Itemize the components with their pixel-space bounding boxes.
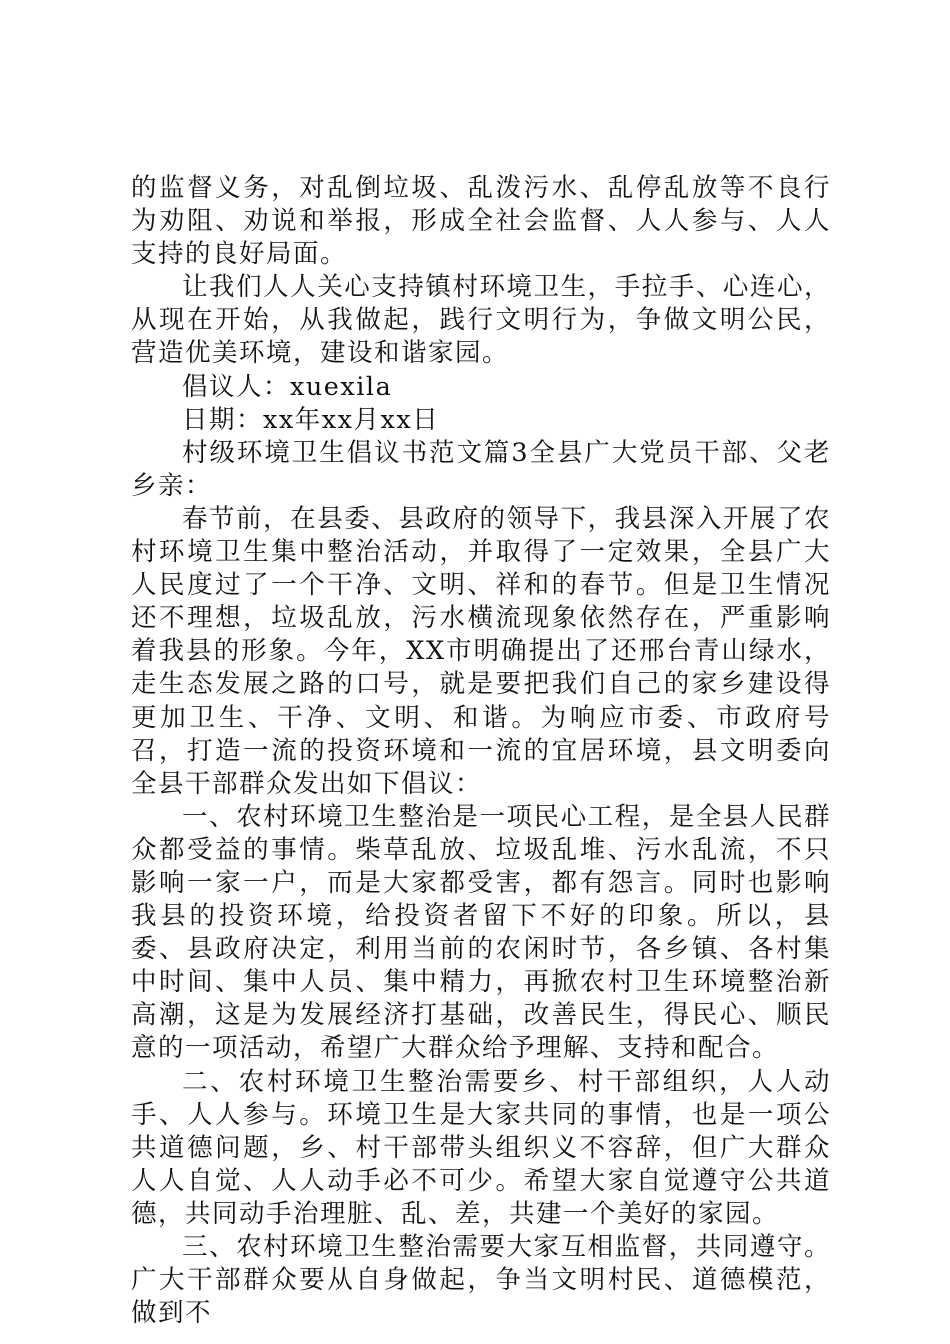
paragraph-point-3: 三、农村环境卫生整治需要大家互相监督，共同遵守。广大干部群众要从自身做起，争当文明村民、道德模范，做到不 (131, 1232, 831, 1329)
paragraph-call-to-action: 让我们人人关心支持镇村环境卫生，手拉手、心连心，从现在开始，从我做起，践行文明行为，争做文明公民，营造优美环境，建设和谐家园。 (131, 272, 831, 369)
section-heading-sample-3: 村级环境卫生倡议书范文篇3全县广大党员干部、父老乡亲： (131, 437, 831, 501)
date-line: 日期：xx年xx月xx日 (182, 404, 440, 435)
paragraph-intro: 春节前，在县委、县政府的领导下，我县深入开展了农村环境卫生集中整治活动，并取得了一定效果，全县广大人民度过了一个干净、文明、祥和的春节。但是卫生情况还不理想，垃圾乱放，污水横流现象依然存在，严重影响着我县的形象。今年，XX市明确提出了还邢台青山绿水，走生态发展之路的口号，就是要把我们自己的家乡建设得更加卫生、干净、文明、和谐。为响应市委、市政府号召，打造一流的投资环境和一流的宜居环境，县文明委向全县干部群众发出如下倡议： (131, 503, 831, 799)
paragraph-point-2: 二、农村环境卫生整治需要乡、村干部组织，人人动手、人人参与。环境卫生是大家共同的事情，也是一项公共道德问题，乡、村干部带头组织义不容辞，但广大群众人人自觉、人人动手必不可少。希望大家自觉遵守公共道德，共同动手治理脏、乱、差，共建一个美好的家园。 (131, 1066, 831, 1229)
proposer-line: 倡议人：xuexila (182, 371, 393, 402)
document-body (131, 172, 831, 1330)
paragraph-continuation: 的监督义务，对乱倒垃圾、乱泼污水、乱停乱放等不良行为劝阻、劝说和举报，形成全社会监督、人人参与、人人支持的良好局面。 (131, 173, 831, 270)
paragraph-point-1: 一、农村环境卫生整治是一项民心工程，是全县人民群众都受益的事情。柴草乱放、垃圾乱堆、污水乱流，不只影响一家一户，而是大家都受害，都有怨言。同时也影响我县的投资环境，给投资者留下不好的印象。所以，县委、县政府决定，利用当前的农闲时节，各乡镇、各村集中时间、集中人员、集中精力，再掀农村卫生环境整治新高潮，这是为发展经济打基础，改善民生，得民心、顺民意的一项活动，希望广大群众给予理解、支持和配合。 (131, 801, 831, 1064)
